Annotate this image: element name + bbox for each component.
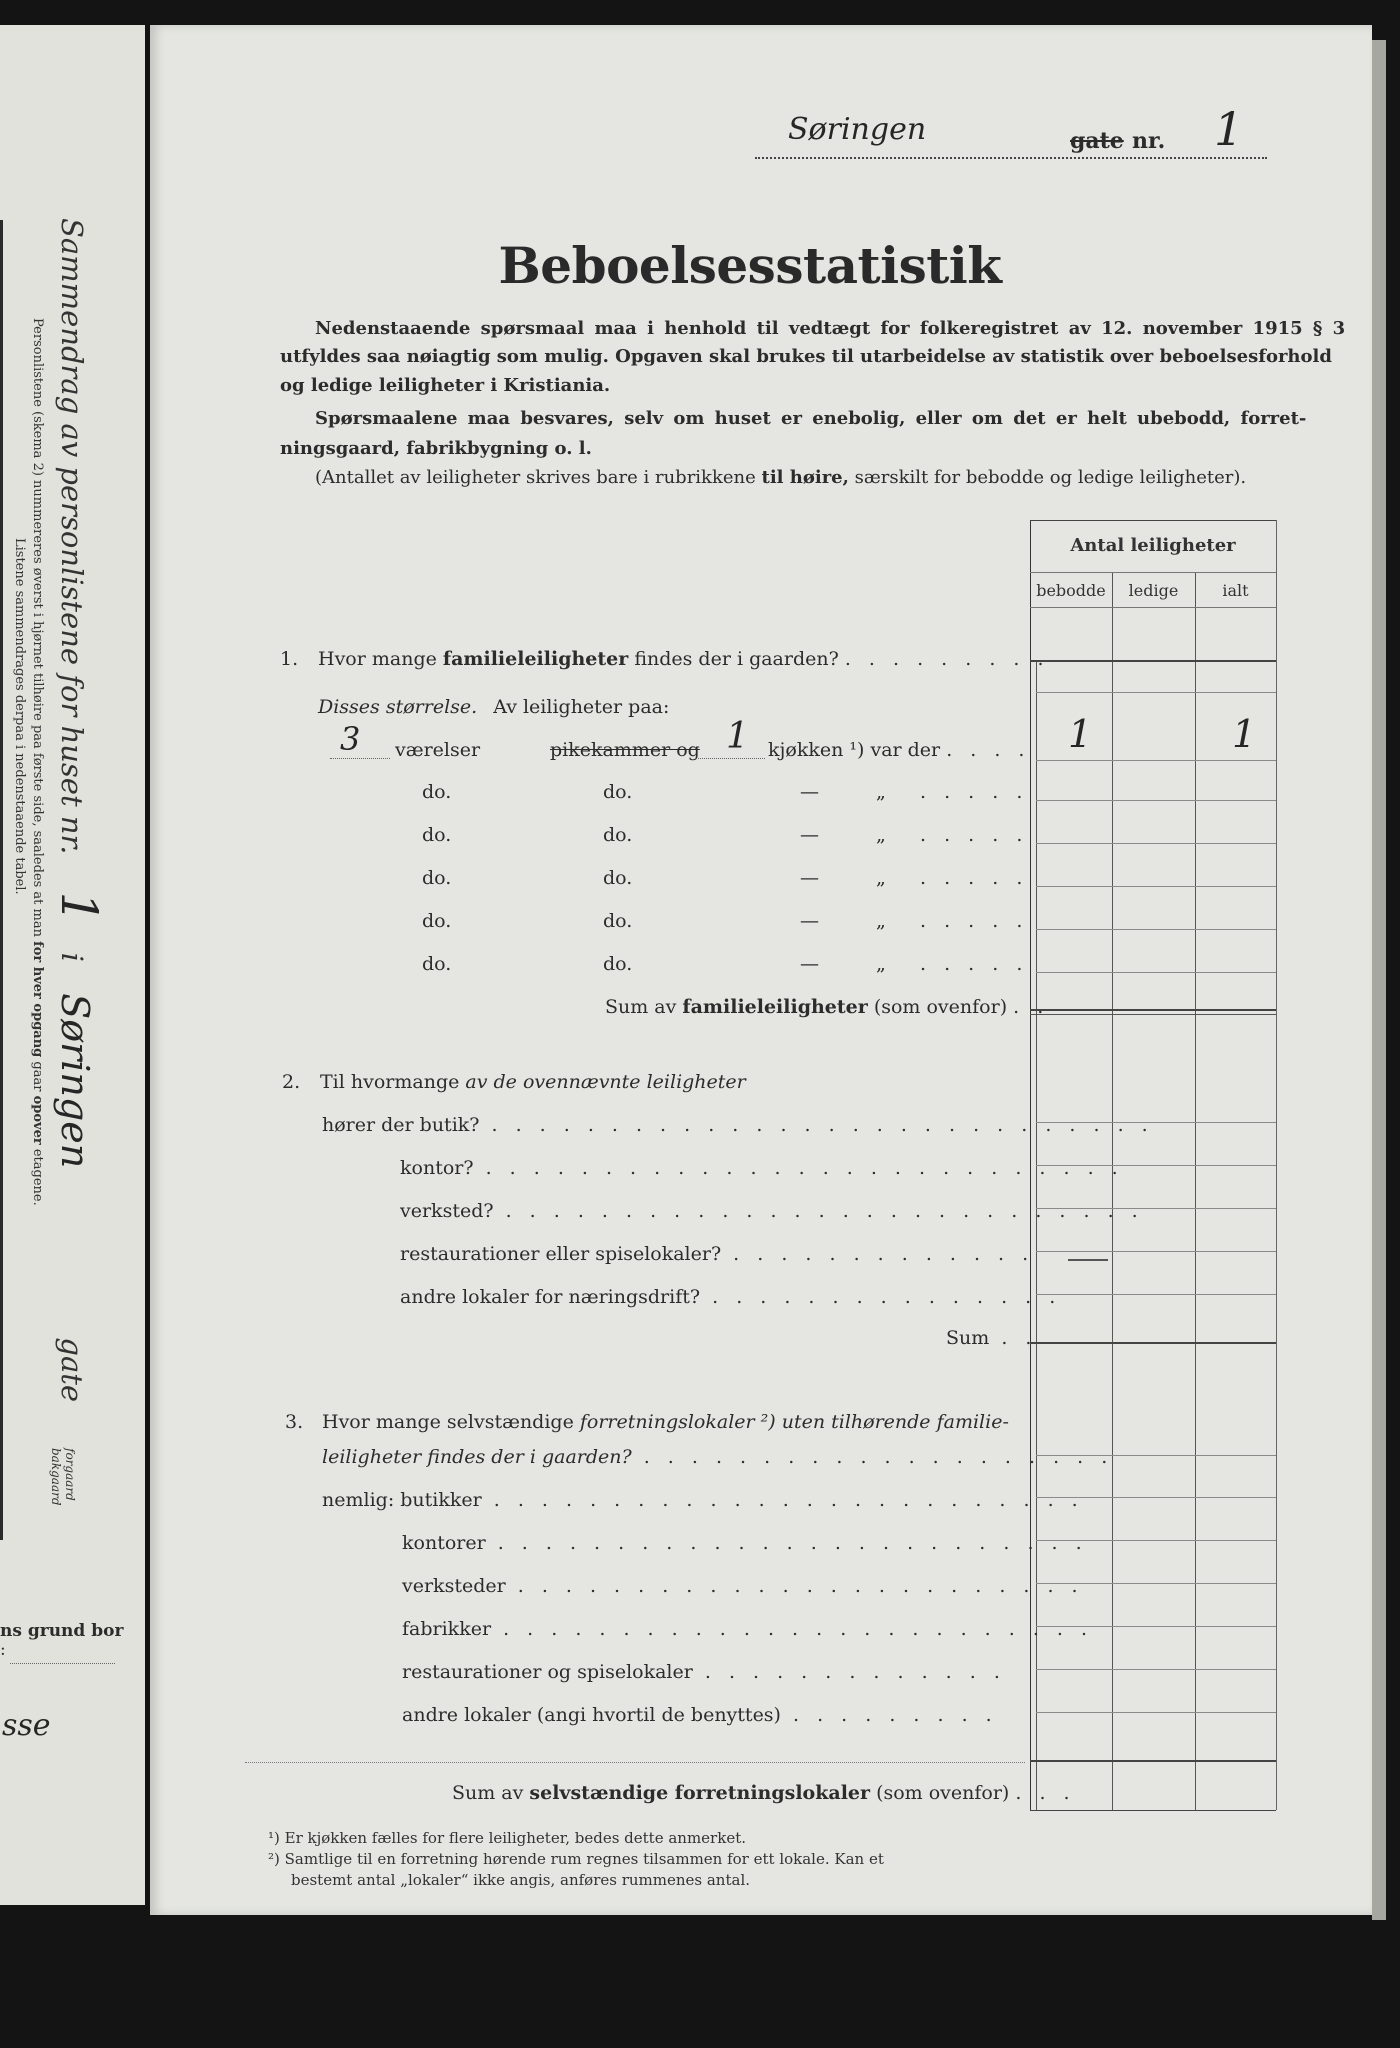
table-header-main: Antal leiligheter: [1070, 535, 1236, 556]
q3-kontorer: kontorer: [402, 1532, 486, 1554]
table-row-line: [1036, 692, 1276, 693]
q1-do-rooms: do.: [422, 910, 452, 932]
q1-do-quote: „: [876, 824, 886, 846]
q1-do-kitchen: do.: [603, 910, 633, 932]
table-col-divider-1: [1112, 572, 1113, 1810]
q2-kontor: kontor?: [400, 1157, 474, 1179]
q1-do-dash: —: [800, 867, 819, 889]
table-bottom-border: [1030, 1810, 1276, 1811]
q3-restaurationer-row: restaurationer og spiselokaler . . . . . . . . . . . . .: [402, 1661, 1006, 1683]
table-row-line: [1036, 886, 1276, 887]
left-page-margin-rule: [0, 220, 3, 1540]
q2-butik-row: hører der butik? . . . . . . . . . . . . . . . . . . . . . . . . . . . .: [322, 1114, 1154, 1136]
q1-do-kitchen: do.: [603, 953, 633, 975]
table-row-line: [1036, 1251, 1276, 1252]
left-vertical-street: Søringen: [53, 993, 97, 1169]
table-row-line: [1036, 1669, 1276, 1670]
table-q1-top: [1030, 660, 1276, 662]
q1-do-dots: . . . . .: [920, 910, 1029, 932]
left-vertical-bakgaard: bakgaard: [49, 1448, 63, 1506]
q1-do-kitchen: do.: [603, 867, 633, 889]
q3-text-c: leiligheter findes der i gaarden?: [322, 1446, 632, 1468]
q1-question: [318, 648, 1050, 670]
q2-andre: andre lokaler for næringsdrift?: [400, 1286, 701, 1308]
q3-verksteder-row: verksteder . . . . . . . . . . . . . . . . . . . . . . . .: [402, 1575, 1084, 1597]
intro-p3-b: til høire,: [761, 467, 849, 488]
q1-do-dash: —: [800, 910, 819, 932]
page-edge: [1372, 40, 1386, 1920]
left-vertical-title-end: gate: [55, 1337, 89, 1403]
table-row-line: [1036, 929, 1276, 930]
table-right-border: [1276, 520, 1277, 1810]
q1-kitchen-label: kjøkken ¹) var der: [768, 739, 941, 761]
q2-restaurationer-mark: [1068, 1259, 1108, 1261]
q1-do-dash: —: [800, 953, 819, 975]
q3-nemlig: nemlig:: [322, 1489, 395, 1511]
table-header-ialt: ialt: [1222, 581, 1249, 600]
q3-andre-row: andre lokaler (angi hvortil de benyttes) . . . . . . . . .: [402, 1704, 998, 1726]
q3-sum-b: selvstændige forretningslokaler: [529, 1782, 871, 1804]
table-row-line: [1036, 843, 1276, 844]
q3-sum-a: Sum av: [452, 1782, 524, 1804]
left-fragment-hand: sse: [2, 1708, 51, 1743]
q1-number: 1.: [280, 648, 299, 670]
q3-sum-c: (som ovenfor): [876, 1782, 1010, 1804]
q1-ialt-value: 1: [1232, 712, 1257, 756]
left-note-line1-d: opover: [30, 1095, 45, 1145]
q1-do-dash: —: [800, 824, 819, 846]
intro-p3: [315, 467, 1246, 488]
q2-question: [320, 1071, 746, 1093]
q1-sizes-label: Av leiligheter paa:: [493, 696, 670, 718]
left-vertical-house-no: 1: [50, 891, 108, 924]
page-title: Beboelsesstatistik: [498, 236, 1002, 295]
q1-sum-row: [605, 996, 1049, 1018]
left-vertical-title-start: Sammendrag av personlistene for huset nr.: [55, 218, 89, 855]
q2-number: 2.: [282, 1071, 301, 1093]
q1-do-dash: —: [800, 781, 819, 803]
header-street-handwritten: Søringen: [788, 112, 927, 147]
q1-kitchen-row: [768, 739, 1030, 761]
q1-do-dots: . . . . .: [920, 781, 1029, 803]
intro-p1-line3: og ledige leiligheter i Kristiania.: [280, 375, 611, 396]
q3-verksteder: verksteder: [402, 1575, 506, 1597]
left-fragment-dotline: [10, 1663, 115, 1664]
left-vertical-title: [50, 218, 108, 1402]
q1-do-quote: „: [876, 781, 886, 803]
intro-p2-line1: Spørsmaalene maa besvares, selv om huset er enebolig, eller om det er helt ubebodd, forret-: [315, 408, 1307, 429]
q1-bebodde-value: 1: [1068, 712, 1093, 756]
q1-do-dots: . . . . .: [920, 953, 1029, 975]
q2-butik: hører der butik?: [322, 1114, 480, 1136]
q2-sum: Sum: [946, 1327, 990, 1349]
q3-question-line1: [322, 1411, 1009, 1433]
intro-p1-line2: utfyldes saa nøiagtig som mulig. Opgaven skal brukes til utarbeidelse av statistik over beboelsesforhold: [280, 346, 1332, 367]
q1-do-rooms: do.: [422, 781, 452, 803]
table-row-line: [1036, 1712, 1276, 1713]
table-q2-sum-top: [1030, 1342, 1276, 1344]
q3-butikker: butikker: [400, 1489, 482, 1511]
q3-text-b: forretningslokaler ²) uten tilhørende familie-: [579, 1411, 1009, 1433]
footnote-2-line1: ²) Samtlige til en forretning hørende rum regnes tilsammen for ett lokale. Kan et: [268, 1850, 884, 1868]
q1-do-quote: „: [876, 867, 886, 889]
table-q1-sum-top: [1030, 1009, 1276, 1011]
table-top-border: [1030, 520, 1276, 521]
q3-kontorer-row: kontorer . . . . . . . . . . . . . . . . . . . . . . . . .: [402, 1532, 1088, 1554]
header-nr-label: nr.: [1132, 128, 1166, 154]
q1-rooms-line: [330, 758, 390, 759]
q2-text-b: av de ovennævnte leiligheter: [465, 1071, 746, 1093]
q1-do-dots: . . . . .: [920, 867, 1029, 889]
table-row-line: [1036, 800, 1276, 801]
q1-sum-c: (som ovenfor): [873, 996, 1008, 1018]
q1-sizes-italic: Disses størrelse.: [318, 696, 478, 718]
q1-do-rooms: do.: [422, 867, 452, 889]
q1-kitchen-line: [695, 758, 765, 759]
header-gate-struck: gate: [1070, 128, 1124, 154]
q1-pikekammer-struck: pikekammer og: [550, 739, 700, 761]
q1-text-b: familieleiligheter: [442, 648, 629, 670]
left-fragment-colon: :: [0, 1640, 6, 1660]
q3-butikker-row: nemlig: butikker . . . . . . . . . . . . . . . . . . . . . . . . .: [322, 1489, 1084, 1511]
table-row-line: [1036, 972, 1276, 973]
q3-number: 3.: [285, 1411, 304, 1433]
q1-do-quote: „: [876, 910, 886, 932]
q3-fabrikker: fabrikker: [402, 1618, 492, 1640]
q2-restaurationer-row: restaurationer eller spiselokaler? . . . . . . . . . . . . .: [400, 1243, 1035, 1265]
q2-text-a: Til hvormange: [320, 1071, 460, 1093]
q1-do-rooms: do.: [422, 953, 452, 975]
q3-fabrikker-row: fabrikker . . . . . . . . . . . . . . . . . . . . . . . . .: [402, 1618, 1094, 1640]
q1-rooms-label: værelser: [395, 739, 481, 761]
q1-sum-b: familieleiligheter: [682, 996, 868, 1018]
header-house-no-handwritten: 1: [1214, 102, 1244, 156]
q3-andre: andre lokaler (angi hvortil de benyttes): [402, 1704, 781, 1726]
table-q1-sum-top-2: [1030, 1014, 1276, 1015]
left-vertical-title-mid: i: [55, 952, 89, 962]
footnote-2-line2: bestemt antal „lokaler“ ikke angis, anføres rummenes antal.: [291, 1871, 751, 1889]
intro-p3-c: særskilt for bebodde og ledige leiligheter).: [854, 467, 1247, 488]
q1-sum-dots: . .: [1013, 996, 1050, 1018]
q1-do-quote: „: [876, 953, 886, 975]
left-vertical-note: [10, 318, 46, 1206]
q1-do-dots: . . . . .: [920, 824, 1029, 846]
q1-do-rooms: do.: [422, 824, 452, 846]
table-header-bebodde: bebodde: [1036, 581, 1106, 600]
left-note-line2: Listene sammendrages derpaa i nedenstaaende tabel.: [12, 538, 27, 895]
intro-p2-line2: ningsgaard, fabrikbygning o. l.: [280, 438, 592, 459]
q3-sum-row: Sum av selvstændige forretningslokaler (som ovenfor) . . .: [452, 1782, 1076, 1804]
q3-restaurationer: restaurationer og spiselokaler: [402, 1661, 693, 1683]
footnote-1: ¹) Er kjøkken fælles for flere leiligheter, bedes dette anmerket.: [268, 1829, 746, 1847]
q1-dots: . . . . . . . . .: [844, 648, 1050, 670]
left-note-line1-b: for hver opgang: [30, 941, 45, 1058]
q1-do-kitchen: do.: [603, 824, 633, 846]
q2-andre-row: andre lokaler for næringsdrift? . . . . . . . . . . . . . . .: [400, 1286, 1062, 1308]
intro-p3-a: (Antallet av leiligheter skrives bare i rubrikkene: [315, 467, 756, 488]
q2-sum-row: Sum . .: [946, 1327, 1038, 1349]
q2-kontor-row: kontor? . . . . . . . . . . . . . . . . . . . . . . . . . . .: [400, 1157, 1124, 1179]
q1-kitchen-dots: . . . .: [946, 739, 1031, 761]
table-col-divider-2: [1195, 572, 1196, 1810]
q3-question-line2: leiligheter findes der i gaarden? . . . . . . . . . . . . . . . . . . . .: [322, 1446, 1114, 1468]
left-vertical-forgaard: forgaard: [63, 1448, 77, 1501]
q1-kitchen-handwritten: 1: [726, 716, 749, 757]
q2-verksted-row: verksted? . . . . . . . . . . . . . . . . . . . . . . . . . . .: [400, 1200, 1144, 1222]
q1-do-kitchen: do.: [603, 781, 633, 803]
q1-rooms-handwritten: 3: [340, 720, 361, 758]
q3-separator-line: [245, 1762, 1025, 1763]
table-subheader-divider: [1030, 607, 1276, 608]
left-note-line1-a: Personlistene (skema 2) nummereres øverst i hjørnet tilhøire paa første side, saaledes at man: [30, 318, 45, 937]
table-header-ledige: ledige: [1128, 581, 1179, 600]
left-note-line1-e: etagene.: [30, 1148, 45, 1206]
header-dotted-line: [755, 157, 1267, 159]
q1-text-a: Hvor mange: [318, 648, 437, 670]
q1-sum-a: Sum av: [605, 996, 677, 1018]
table-row-line: [1036, 1294, 1276, 1295]
intro-p1-line1: Nedenstaaende spørsmaal maa i henhold til vedtægt for folkeregistret av 12. november 1915 § 3: [315, 318, 1346, 339]
q2-restaurationer: restaurationer eller spiselokaler?: [400, 1243, 722, 1265]
q2-verksted: verksted?: [400, 1200, 494, 1222]
table-header-divider: [1030, 572, 1276, 573]
q3-text-a: Hvor mange selvstændige: [322, 1411, 574, 1433]
q1-sizes-label-row: [318, 696, 669, 718]
table-row-line: [1036, 760, 1276, 761]
left-vertical-small-labels: [49, 1448, 77, 1506]
left-fragment-grund: ns grund bor: [0, 1621, 124, 1641]
left-note-line1-c: gaar: [30, 1061, 45, 1092]
table-q3-sum-top: [1030, 1760, 1276, 1762]
q1-text-c: findes der i gaarden?: [634, 648, 839, 670]
